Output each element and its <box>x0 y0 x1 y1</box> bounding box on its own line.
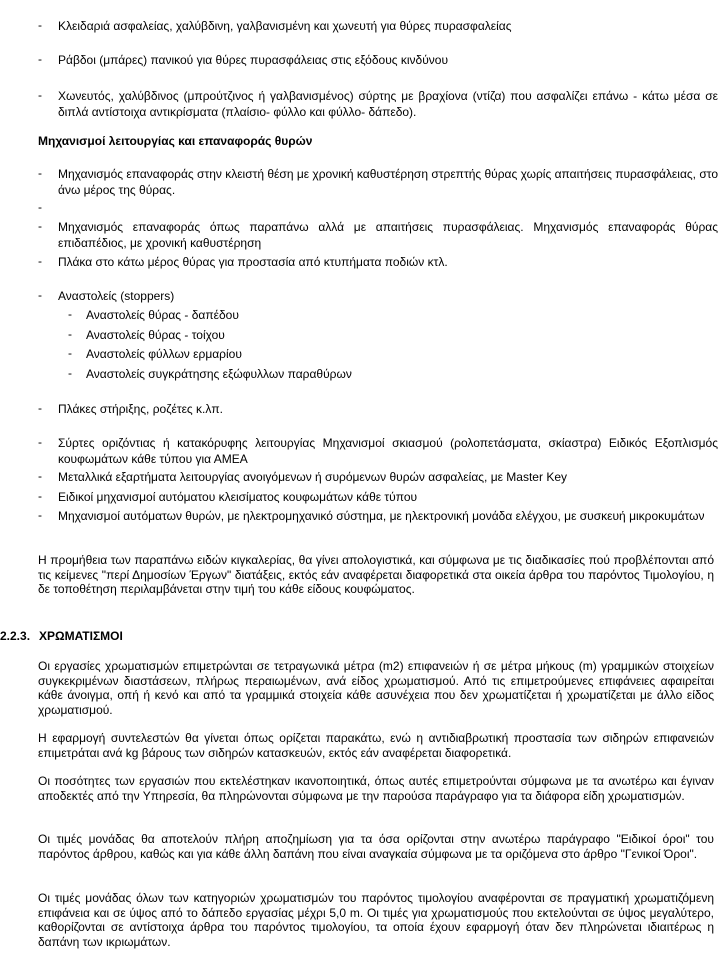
sub-list-item-text: Αναστολείς συγκράτησης εξώφυλλων παραθύρων <box>86 367 352 381</box>
paragraph: Η εφαρμογή συντελεστών θα γίνεται όπως ορίζεται παρακάτω, ενώ η αντιδιαβρωτική προστασία των σιδηρών επιφανειών επιμετράται ανά kg βάρους των σιδηρών κατασκευών, εκτός εάν αναφέρεται διαφορετικά. <box>38 731 714 760</box>
bullet-dash: - <box>38 18 42 32</box>
bullet-dash: - <box>68 366 72 380</box>
bullet-dash: - <box>38 88 42 102</box>
paragraph: Οι εργασίες χρωματισμών επιμετρώνται σε τετραγωνικά μέτρα (m2) επιφανειών ή σε μέτρα μήκους (m) γραμμικών στοιχείων συγκεκριμένων διαστάσεων, πλήρως περαιωμένων, ανά είδος χρωματισμού. Από τις επιμετρούμενες επιφάνειες αφαιρείται κάθε άνοιγμα, οπή ή κενό και από τα γραμμικά στοιχεία κάθε ασυνέχεια που δεν χρωματίζεται ή χρωματίζεται με άλλο είδος χρωματισμού. <box>38 659 714 717</box>
list-item-text: Μηχανισμός επαναφοράς όπως παραπάνω αλλά με απαιτήσεις πυρασφάλειας. Μηχανισμός επαναφοράς θύρας επιδαπέδιος, με χρονική καθυστέρηση <box>58 220 718 250</box>
list-item-text: Ράβδοι (μπάρες) πανικού για θύρες πυρασφάλειας στις εξόδους κινδύνου <box>58 53 449 67</box>
bullet-dash: - <box>38 288 42 302</box>
paragraph: Οι ποσότητες των εργασιών που εκτελέστηκαν ικανοποιητικά, όπως αυτές επιμετρούνται σύμφωνα με τα ανωτέρω και έγιναν αποδεκτές από την Υπηρεσία, θα πληρώνονται σύμφωνα με την παρούσα παράγραφο για τα διάφορα είδη χρωματισμών. <box>38 774 714 803</box>
bullet-dash: - <box>68 346 72 360</box>
section-heading <box>0 628 123 644</box>
list-item <box>38 508 718 524</box>
sub-list-item <box>68 327 708 343</box>
sub-list-item <box>68 307 708 323</box>
list-item-text: Μεταλλικά εξαρτήματα λειτουργίας ανοιγόμενων ή συρόμενων θυρών ασφαλείας, με Master Key <box>58 470 567 484</box>
bullet-dash: - <box>38 219 42 233</box>
bullet-dash: - <box>38 469 42 483</box>
bullet-dash: - <box>38 166 42 180</box>
list-item-text: Μηχανισμοί αυτόματων θυρών, με ηλεκτρομηχανικό σύστημα, με ηλεκτρονική μονάδα ελέγχου, με συσκευή μικροκυμάτων <box>58 509 705 523</box>
list-item <box>38 489 718 505</box>
list-item-text: Μηχανισμός επαναφοράς στην κλειστή θέση με χρονική καθυστέρηση στρεπτής θύρας χωρίς απαιτήσεις πυρασφάλειας, στο άνω μέρος της θύρας. <box>58 167 718 197</box>
list-item <box>38 435 718 467</box>
section-title: ΧΡΩΜΑΤΙΣΜΟΙ <box>39 629 123 643</box>
list-item-text: Κλειδαριά ασφαλείας, χαλύβδινη, γαλβανισμένη και χωνευτή για θύρες πυρασφαλείας <box>58 19 512 33</box>
list-item-text: Πλάκα στο κάτω μέρος θύρας για προστασία από κτυπήματα ποδιών κτλ. <box>58 255 448 269</box>
sub-list-item <box>68 366 708 382</box>
subsection-heading: Μηχανισμοί λειτουργίας και επαναφοράς θυρών <box>38 134 313 148</box>
sub-list-item <box>68 346 708 362</box>
bullet-dash: - <box>38 508 42 522</box>
bullet-dash: - <box>38 435 42 449</box>
bullet-dash: - <box>38 401 42 415</box>
paragraph: Η προμήθεια των παραπάνω ειδών κιγκαλερίας, θα γίνει απολογιστικά, και σύμφωνα με τις διαδικασίες πού προβλέπονται από τις κείμενες "περί Δημοσίων Έργων" διατάξεις, εκτός εάν αναφέρεται διαφορετικά στα οικεία άρθρα του παρόντος Τιμολογίου, η δε τοποθέτηση περιλαμβάνεται στην τιμή του κάθε είδους κουφώματος. <box>38 553 714 597</box>
list-item-text: Χωνευτός, χαλύβδινος (μπρούτζινος ή γαλβανισμένος) σύρτης με βραχίονα (ντίζα) που ασφαλίζει επάνω - κάτω μέσα σε διπλά αντίστοιχα αντικρίσματα (πλαίσιο- φύλλο και φύλλο- δάπεδο). <box>58 89 718 119</box>
list-item <box>38 166 718 198</box>
list-item <box>38 219 718 251</box>
bullet-dash: - <box>68 307 72 321</box>
bullet-dash: - <box>38 200 42 214</box>
list-item-text: Ειδικοί μηχανισμοί αυτόματου κλεισίματος κουφωμάτων κάθε τύπου <box>58 490 418 504</box>
bullet-dash: - <box>38 489 42 503</box>
paragraph: Οι τιμές μονάδας όλων των κατηγοριών χρωματισμών του παρόντος τιμολογίου αναφέρονται σε πραγματική χρωματιζόμενη επιφάνεια και σε ύψος από το δάπεδο εργασίας μέχρι 5,0 m. Οι τιμές για χρωματισμούς που εκτελούνται σε ύψος μεγαλύτερο, καθορίζονται σε αντίστοιχα άρθρα του παρόντος τιμολογίου, τα οποία έχουν εφαρμογή όταν δεν πληρώνεται ιδιαιτέρως η δαπάνη των ικριωμάτων. <box>38 891 714 949</box>
sub-list-item-text: Αναστολείς φύλλων ερμαρίου <box>86 347 242 361</box>
list-item <box>38 469 718 485</box>
list-item-text: Αναστολείς (stoppers) <box>58 289 175 303</box>
list-item-text: Σύρτες οριζόντιας ή κατακόρυφης λειτουργίας Μηχανισμοί σκιασμού (ρολοπετάσματα, σκίαστρα) Ειδικός Εξοπλισμός κουφωμάτων κάθε τύπου για ΑΜΕΑ <box>58 436 718 466</box>
sub-list-item-text: Αναστολείς θύρας - τοίχου <box>86 328 225 342</box>
list-item <box>38 254 718 270</box>
list-item-text: Πλάκες στήριξης, ροζέτες κ.λπ. <box>58 402 223 416</box>
sub-list-item-text: Αναστολείς θύρας - δαπέδου <box>86 308 239 322</box>
list-item <box>38 18 718 34</box>
paragraph: Οι τιμές μονάδας θα αποτελούν πλήρη αποζημίωση για τα όσα ορίζονται στην ανωτέρω παράγραφο "Ειδικοί όροι" του παρόντος άρθρου, καθώς και για κάθε άλλη δαπάνη που είναι αναγκαία σύμφωνα με τα οριζόμενα στο άρθρο "Γενικοί Όροι". <box>38 832 714 861</box>
bullet-dash: - <box>38 254 42 268</box>
list-item <box>38 52 718 68</box>
bullet-dash: - <box>38 52 42 66</box>
list-item <box>38 88 718 120</box>
section-number: 2.2.3. <box>0 629 31 643</box>
bullet-dash: - <box>68 327 72 341</box>
list-item <box>38 288 718 304</box>
list-item <box>38 401 718 417</box>
